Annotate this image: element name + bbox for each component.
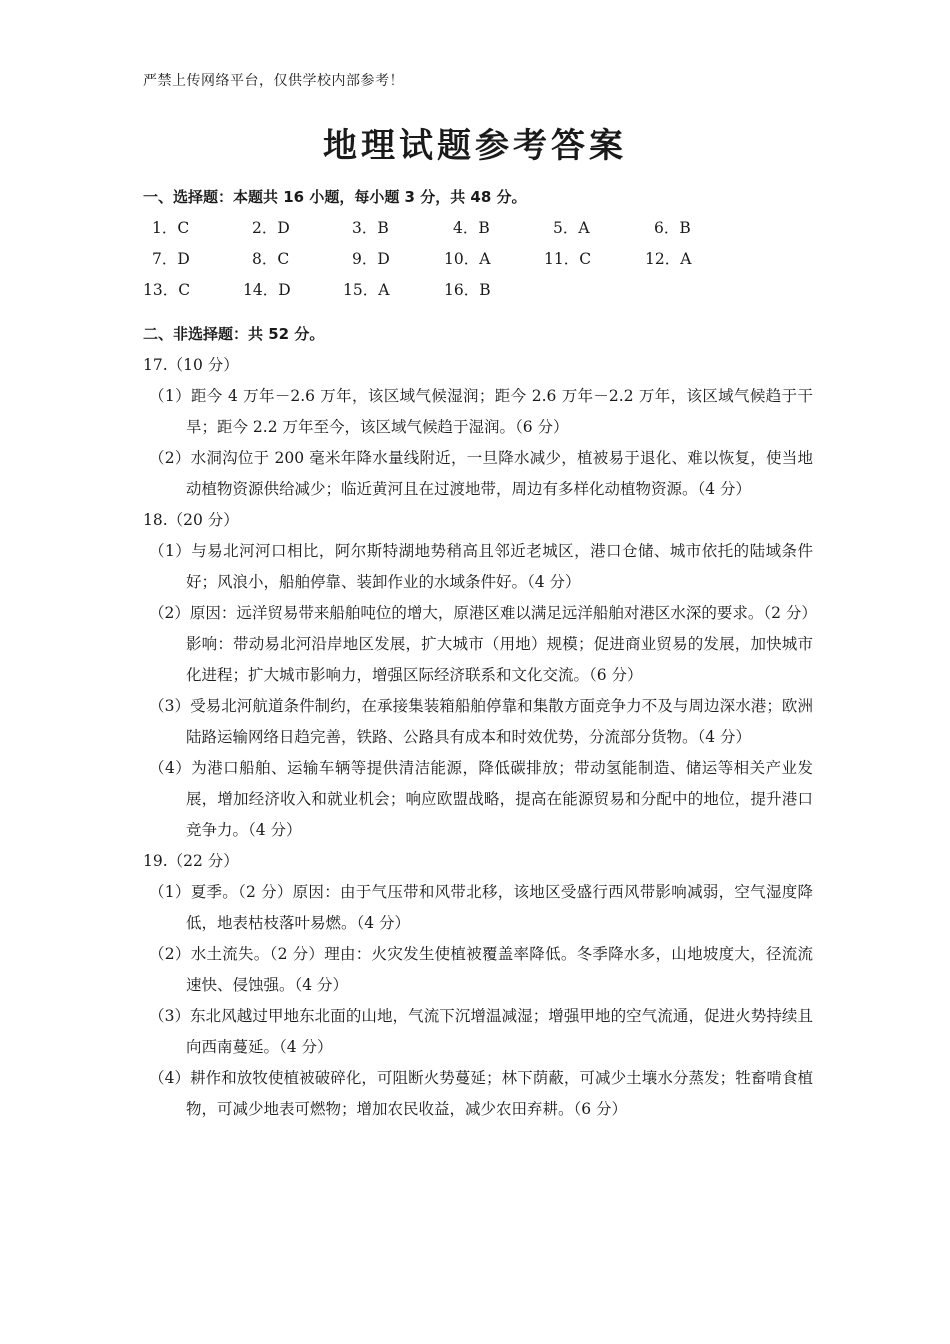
q19-answer-4: （4）耕作和放牧使植被破碎化，可阻断火势蔓延；林下荫蔽，可减少土壤水分蒸发；牲畜啃食植物，可减少地表可燃物；增加农民收益，减少农田弃耕。（6 分） [149, 1069, 813, 1118]
question-19-title: 19.（22 分） [143, 852, 239, 870]
q18-answer-3: （3）受易北河航道条件制约，在承接集装箱船舶停靠和集散方面竞争力不及与周边深水港；欧洲陆路运输网络日趋完善，铁路、公路具有成本和时效优势，分流部分货物。（4 分） [149, 697, 813, 746]
question-17-title: 17.（10 分） [143, 356, 239, 374]
q17-answer-1: （1）距今 4 万年－2.6 万年，该区域气候湿润；距今 2.6 万年－2.2 万年，该区域气候趋于干旱；距今 2.2 万年至今，该区域气候趋于湿润。（6 分） [149, 387, 813, 436]
page-title: 地理试题参考答案 [323, 126, 627, 166]
mcq-answer: 15．A [343, 281, 390, 299]
mcq-answer: 5．A [553, 219, 590, 237]
section1-heading: 一、选择题：本题共 16 小题，每小题 3 分，共 48 分。 [143, 188, 527, 206]
mcq-answer: 1．C [152, 219, 190, 237]
mcq-answer: 8．C [252, 250, 290, 268]
q18-answer-4: （4）为港口船舶、运输车辆等提供清洁能源，降低碳排放；带动氢能制造、储运等相关产业发展，增加经济收入和就业机会；响应欧盟战略，提高在能源贸易和分配中的地位，提升港口竞争力。（4 分） [149, 759, 813, 839]
q19-answer-2: （2）水土流失。（2 分）理由：火灾发生使植被覆盖率降低。冬季降水多，山地坡度大，径流流速快、侵蚀强。（4 分） [149, 945, 813, 994]
mcq-answer: 4．B [453, 219, 490, 237]
mcq-answer: 13．C [143, 281, 191, 299]
mcq-answer: 3．B [352, 219, 389, 237]
mcq-answer-grid [143, 213, 813, 306]
section2-heading: 二、非选择题：共 52 分。 [143, 325, 325, 343]
mcq-answer: 16．B [444, 281, 491, 299]
mcq-answer: 6．B [654, 219, 691, 237]
mcq-answer: 2．D [252, 219, 290, 237]
mcq-answer: 9．D [352, 250, 390, 268]
q17-answer-2: （2）水洞沟位于 200 毫米年降水量线附近，一旦降水减少，植被易于退化、难以恢复，使当地动植物资源供给减少；临近黄河且在过渡地带，周边有多样化动植物资源。（4 分） [149, 449, 813, 498]
q18-answer-2: （2）原因：远洋贸易带来船舶吨位的增大，原港区难以满足远洋船舶对港区水深的要求。（2 分） [149, 604, 817, 622]
notice-text: 严禁上传网络平台，仅供学校内部参考！ [143, 73, 404, 89]
question-18-title: 18.（20 分） [143, 511, 239, 529]
mcq-answer: 14．D [243, 281, 291, 299]
mcq-answer: 11．C [544, 250, 592, 268]
mcq-answer: 12．A [645, 250, 692, 268]
answer-content [143, 182, 817, 1125]
q19-answer-1: （1）夏季。（2 分）原因：由于气压带和风带北移，该地区受盛行西风带影响减弱，空气湿度降低，地表枯枝落叶易燃。（4 分） [149, 883, 813, 932]
mcq-answer: 7．D [152, 250, 190, 268]
q19-answer-3: （3）东北风越过甲地东北面的山地，气流下沉增温减湿；增强甲地的空气流通，促进火势持续且向西南蔓延。（4 分） [149, 1007, 813, 1056]
q18-answer-2-impact: 影响：带动易北河沿岸地区发展，扩大城市（用地）规模；促进商业贸易的发展，加快城市化进程；扩大城市影响力，增强区际经济联系和文化交流。（6 分） [186, 635, 813, 684]
mcq-answer: 10．A [444, 250, 491, 268]
q18-answer-1: （1）与易北河河口相比，阿尔斯特湖地势稍高且邻近老城区，港口仓储、城市依托的陆域条件好；风浪小，船舶停靠、装卸作业的水域条件好。（4 分） [149, 542, 813, 591]
